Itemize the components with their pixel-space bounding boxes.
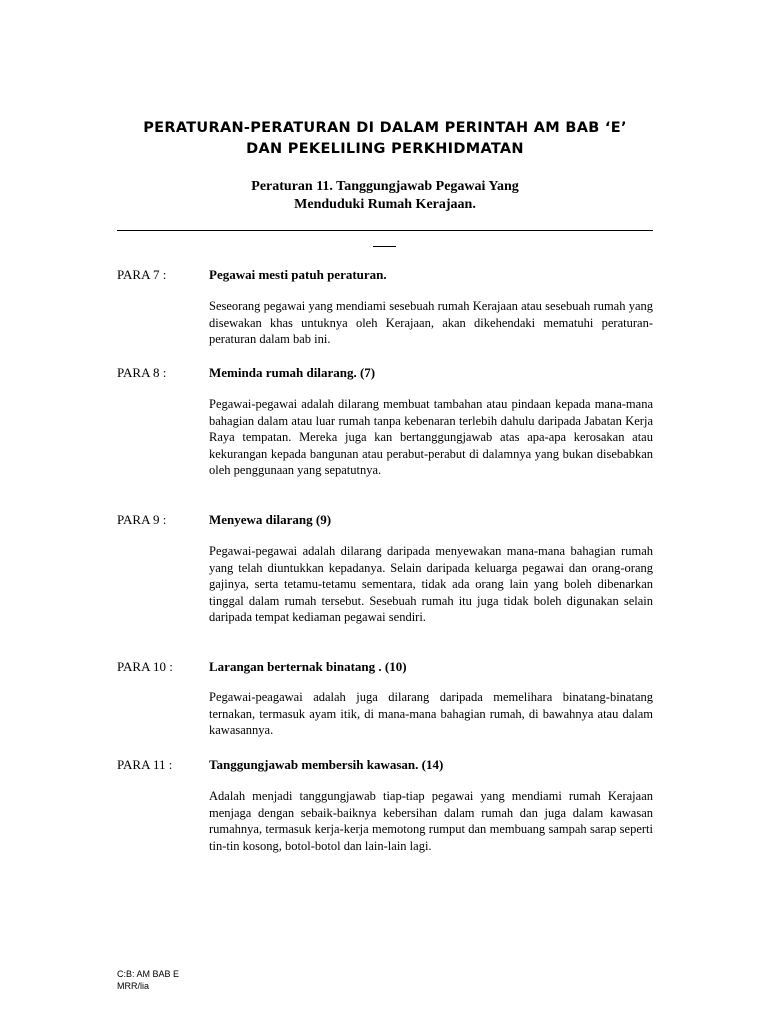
para-8-label: PARA 8 : xyxy=(117,365,167,380)
para-9-heading: Menyewa dilarang (9) xyxy=(209,512,332,527)
para-8-body: Pegawai-pegawai adalah dilarang membuat tambahan atau pindaan kepada mana-mana bahagian dalam atau luar rumah tanpa kebenaran terlebih dahulu daripada Jabatan Kerja Raya tempatan. Mereka juga kan bertanggungjawab atas apa-apa kerosakan atau kekurangan kepada bangunan atau perabut-perabut di dalamnya yang bukan disebabkan oleh penggunaan yang sepatutnya. xyxy=(209,397,653,477)
para-10-heading: Larangan berternak binatang . (10) xyxy=(209,659,407,674)
document-title-line-2: DAN PEKELILING PERKHIDMATAN xyxy=(246,141,524,157)
para-10-body: Pegawai-peagawai adalah juga dilarang daripada memelihara binatang-binatang ternakan, termasuk ayam itik, di mana-mana bahagian rumah, di bawahnya atau dalam kawasannya. xyxy=(209,690,653,737)
para-8-heading: Meminda rumah dilarang. (7) xyxy=(209,365,376,380)
document-title-line-1: PERATURAN-PERATURAN DI DALAM PERINTAH AM BAB ‘E’ xyxy=(143,120,627,136)
para-7-heading: Pegawai mesti patuh peraturan. xyxy=(209,267,387,282)
para-9-label: PARA 9 : xyxy=(117,512,167,527)
para-11-body: Adalah menjadi tanggungjawab tiap-tiap pegawai yang mendiami rumah Kerajaan menjaga dengan sebaik-baiknya kebersihan dalam rumah dan juga dalam kawasan rumahnya, termasuk kerja-kerja memotong rumput dan membuang sampah sarap seperti tin-tin kosong, botol-botol dan lain-lain lagi. xyxy=(209,789,653,853)
header-divider-short xyxy=(373,246,396,247)
para-7-body: Seseorang pegawai yang mendiami sesebuah rumah Kerajaan atau sesebuah rumah yang disewakan khas untuknya oleh Kerajaan, akan dikehendaki mematuhi peraturan-peraturan dalam bab ini. xyxy=(209,299,653,346)
para-11-label: PARA 11 : xyxy=(117,757,173,772)
regulation-title-line-2: Menduduki Rumah Kerajaan. xyxy=(294,197,476,212)
para-7-label: PARA 7 : xyxy=(117,267,167,282)
para-10-label: PARA 10 : xyxy=(117,659,173,674)
para-9-body: Pegawai-pegawai adalah dilarang daripada menyewakan mana-mana bahagian rumah yang telah diuntukkan kepadanya. Selain daripada keluarga pegawai dan orang-orang gajinya, serta tetamu-tetamu sementara, tidak ada orang lain yang boleh dibenarkan tinggal dalam rumah tersebut. Sesebuah rumah itu juga tidak boleh digunakan selain daripada tempat kediaman pegawai sendiri. xyxy=(209,544,653,624)
footer-reference: C:B: AM BAB E xyxy=(117,969,180,979)
regulation-title-line-1: Peraturan 11. Tanggungjawab Pegawai Yang xyxy=(251,179,519,194)
footer-initials: MRR/lia xyxy=(117,981,150,991)
header-divider xyxy=(117,230,653,231)
para-11-heading: Tanggungjawab membersih kawasan. (14) xyxy=(209,757,444,772)
